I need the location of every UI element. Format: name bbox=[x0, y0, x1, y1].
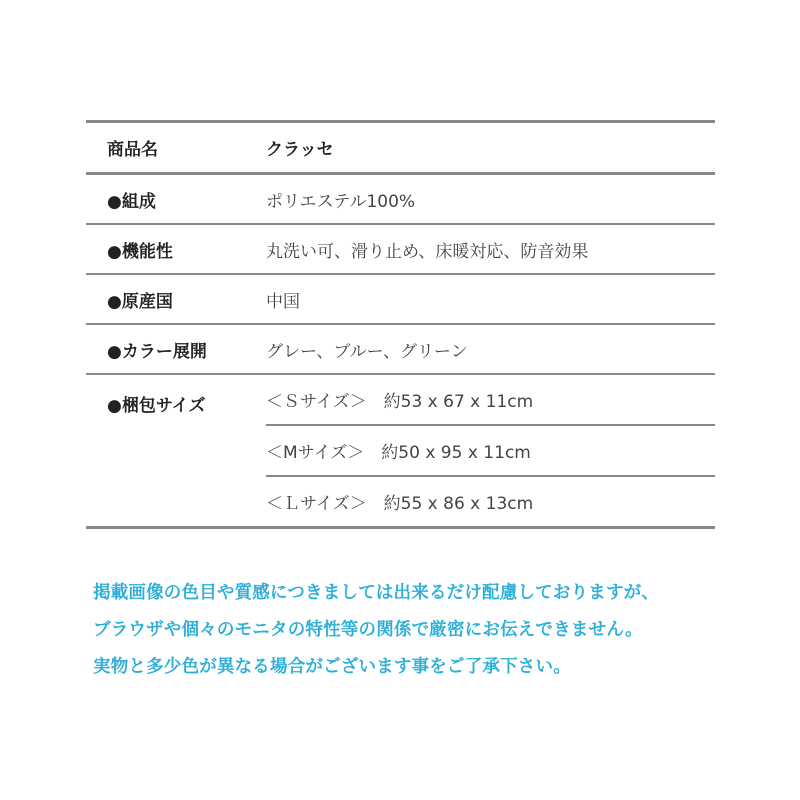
disclaimer-line: 掲載画像の色目や質感につきましては出来るだけ配慮しておりますが、 bbox=[93, 583, 660, 603]
spec-value: 中国 bbox=[266, 291, 300, 312]
disclaimer-line: 実物と多少色が異なる場合がございます事をご了承下さい。 bbox=[93, 657, 571, 677]
spec-label: ●梱包サイズ bbox=[107, 396, 206, 416]
spec-row-origin bbox=[86, 275, 715, 325]
package-size-small: ＜Ｓサイズ＞ 約53 x 67 x 11cm bbox=[266, 375, 715, 426]
spec-value: ポリエステル100% bbox=[266, 191, 416, 212]
spec-table bbox=[86, 120, 715, 529]
spec-value: クラッセ bbox=[266, 140, 334, 160]
spec-row-package-size bbox=[86, 375, 715, 526]
color-disclaimer bbox=[93, 575, 773, 686]
spec-value: 丸洗い可、滑り止め、床暖対応、防音効果 bbox=[266, 241, 589, 262]
spec-row-composition bbox=[86, 175, 715, 225]
disclaimer-line: ブラウザや個々のモニタの特性等の関係で厳密にお伝えできません。 bbox=[93, 620, 643, 640]
spec-label: ●組成 bbox=[107, 191, 156, 212]
spec-row-colors bbox=[86, 325, 715, 375]
spec-row-functionality bbox=[86, 225, 715, 275]
spec-value: グレー、ブルー、グリーン bbox=[266, 341, 468, 362]
spec-label: ●カラー展開 bbox=[107, 341, 207, 362]
package-size-large: ＜Ｌサイズ＞ 約55 x 86 x 13cm bbox=[266, 494, 534, 514]
package-size-medium: ＜Mサイズ＞ 約50 x 95 x 11cm bbox=[266, 426, 715, 477]
spec-row-product-name bbox=[86, 123, 715, 175]
package-size-list bbox=[266, 375, 715, 526]
spec-label: ●原産国 bbox=[107, 291, 173, 312]
spec-label: 商品名 bbox=[107, 140, 158, 160]
spec-label: ●機能性 bbox=[107, 241, 173, 262]
